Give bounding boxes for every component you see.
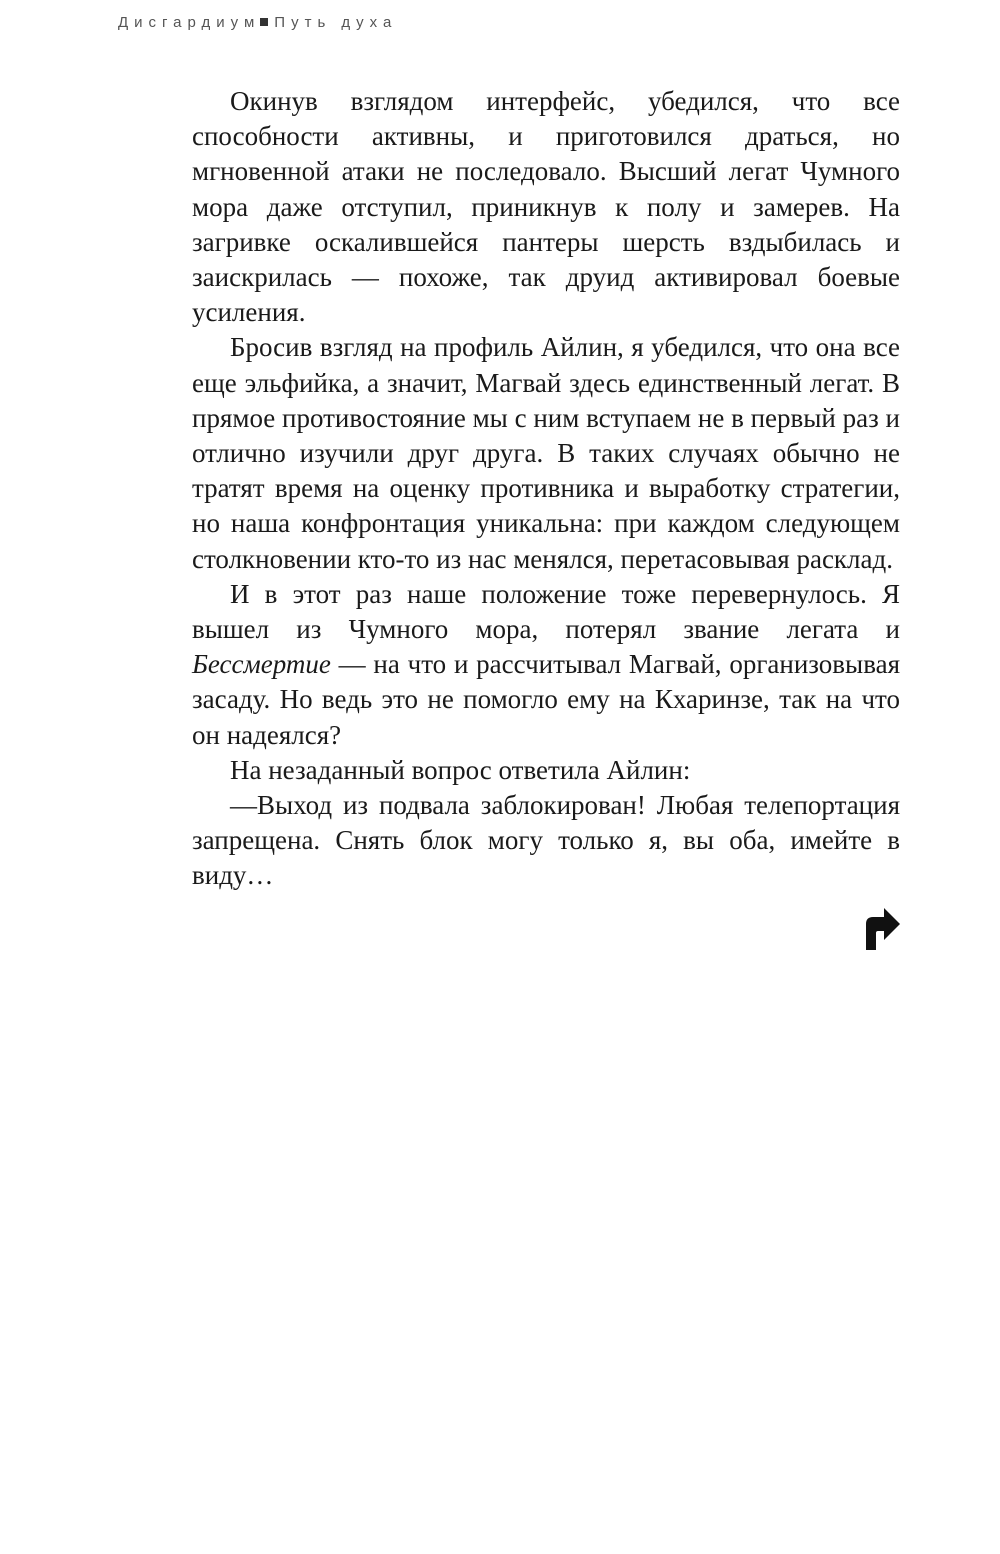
book-subtitle: Путь духа [274, 14, 398, 31]
body-text [192, 84, 900, 894]
turn-right-arrow-icon [862, 906, 902, 950]
paragraph-3-italic: Бессмертие [192, 649, 331, 680]
paragraph-2: Бросив взгляд на профиль Айлин, я убедился, что она все еще эльфийка, а значит, Магвай здесь единственный легат. В прямое противостояние мы с ним вступаем не в первый раз и отлично изучили друг друга. В таких случаях обычно не тратят время на оценку противника и выработку стратегии, но наша конфронтация уникальна: при каждом следующем столкновении кто-то из нас менялся, перетасовывая расклад. [192, 332, 900, 574]
paragraph-3 [192, 577, 900, 753]
paragraph-4: На незаданный вопрос ответила Айлин: [230, 754, 691, 785]
running-header [118, 14, 397, 31]
paragraph-1: Окинув взглядом интерфейс, убедился, что все способности активны, и приготовился драться, но мгновенной атаки не последовало. Высший легат Чумного мора даже отступил, приникнув к полу и замерев. На загривке оскалившейся пантеры шерсть вздыбилась и заискрилась — похоже, так друид активировал боевые усиления. [192, 86, 900, 328]
header-separator-square [260, 18, 268, 26]
paragraph-5: —Выход из подвала заблокирован! Любая телепортация запрещена. Снять блок могу только я, вы оба, имейте в виду… [192, 790, 900, 891]
book-title: Дисгардиум [118, 14, 261, 31]
paragraph-3-part-1: И в этот раз наше положение тоже перевернулось. Я вышел из Чумного мора, потерял звание легата и [192, 578, 900, 645]
paragraph-3-part-2: — на что и рассчитывал Магвай, организовывая засаду. Но ведь это не помогло ему на Кхаринзе, так на что он надеялся? [192, 649, 900, 750]
